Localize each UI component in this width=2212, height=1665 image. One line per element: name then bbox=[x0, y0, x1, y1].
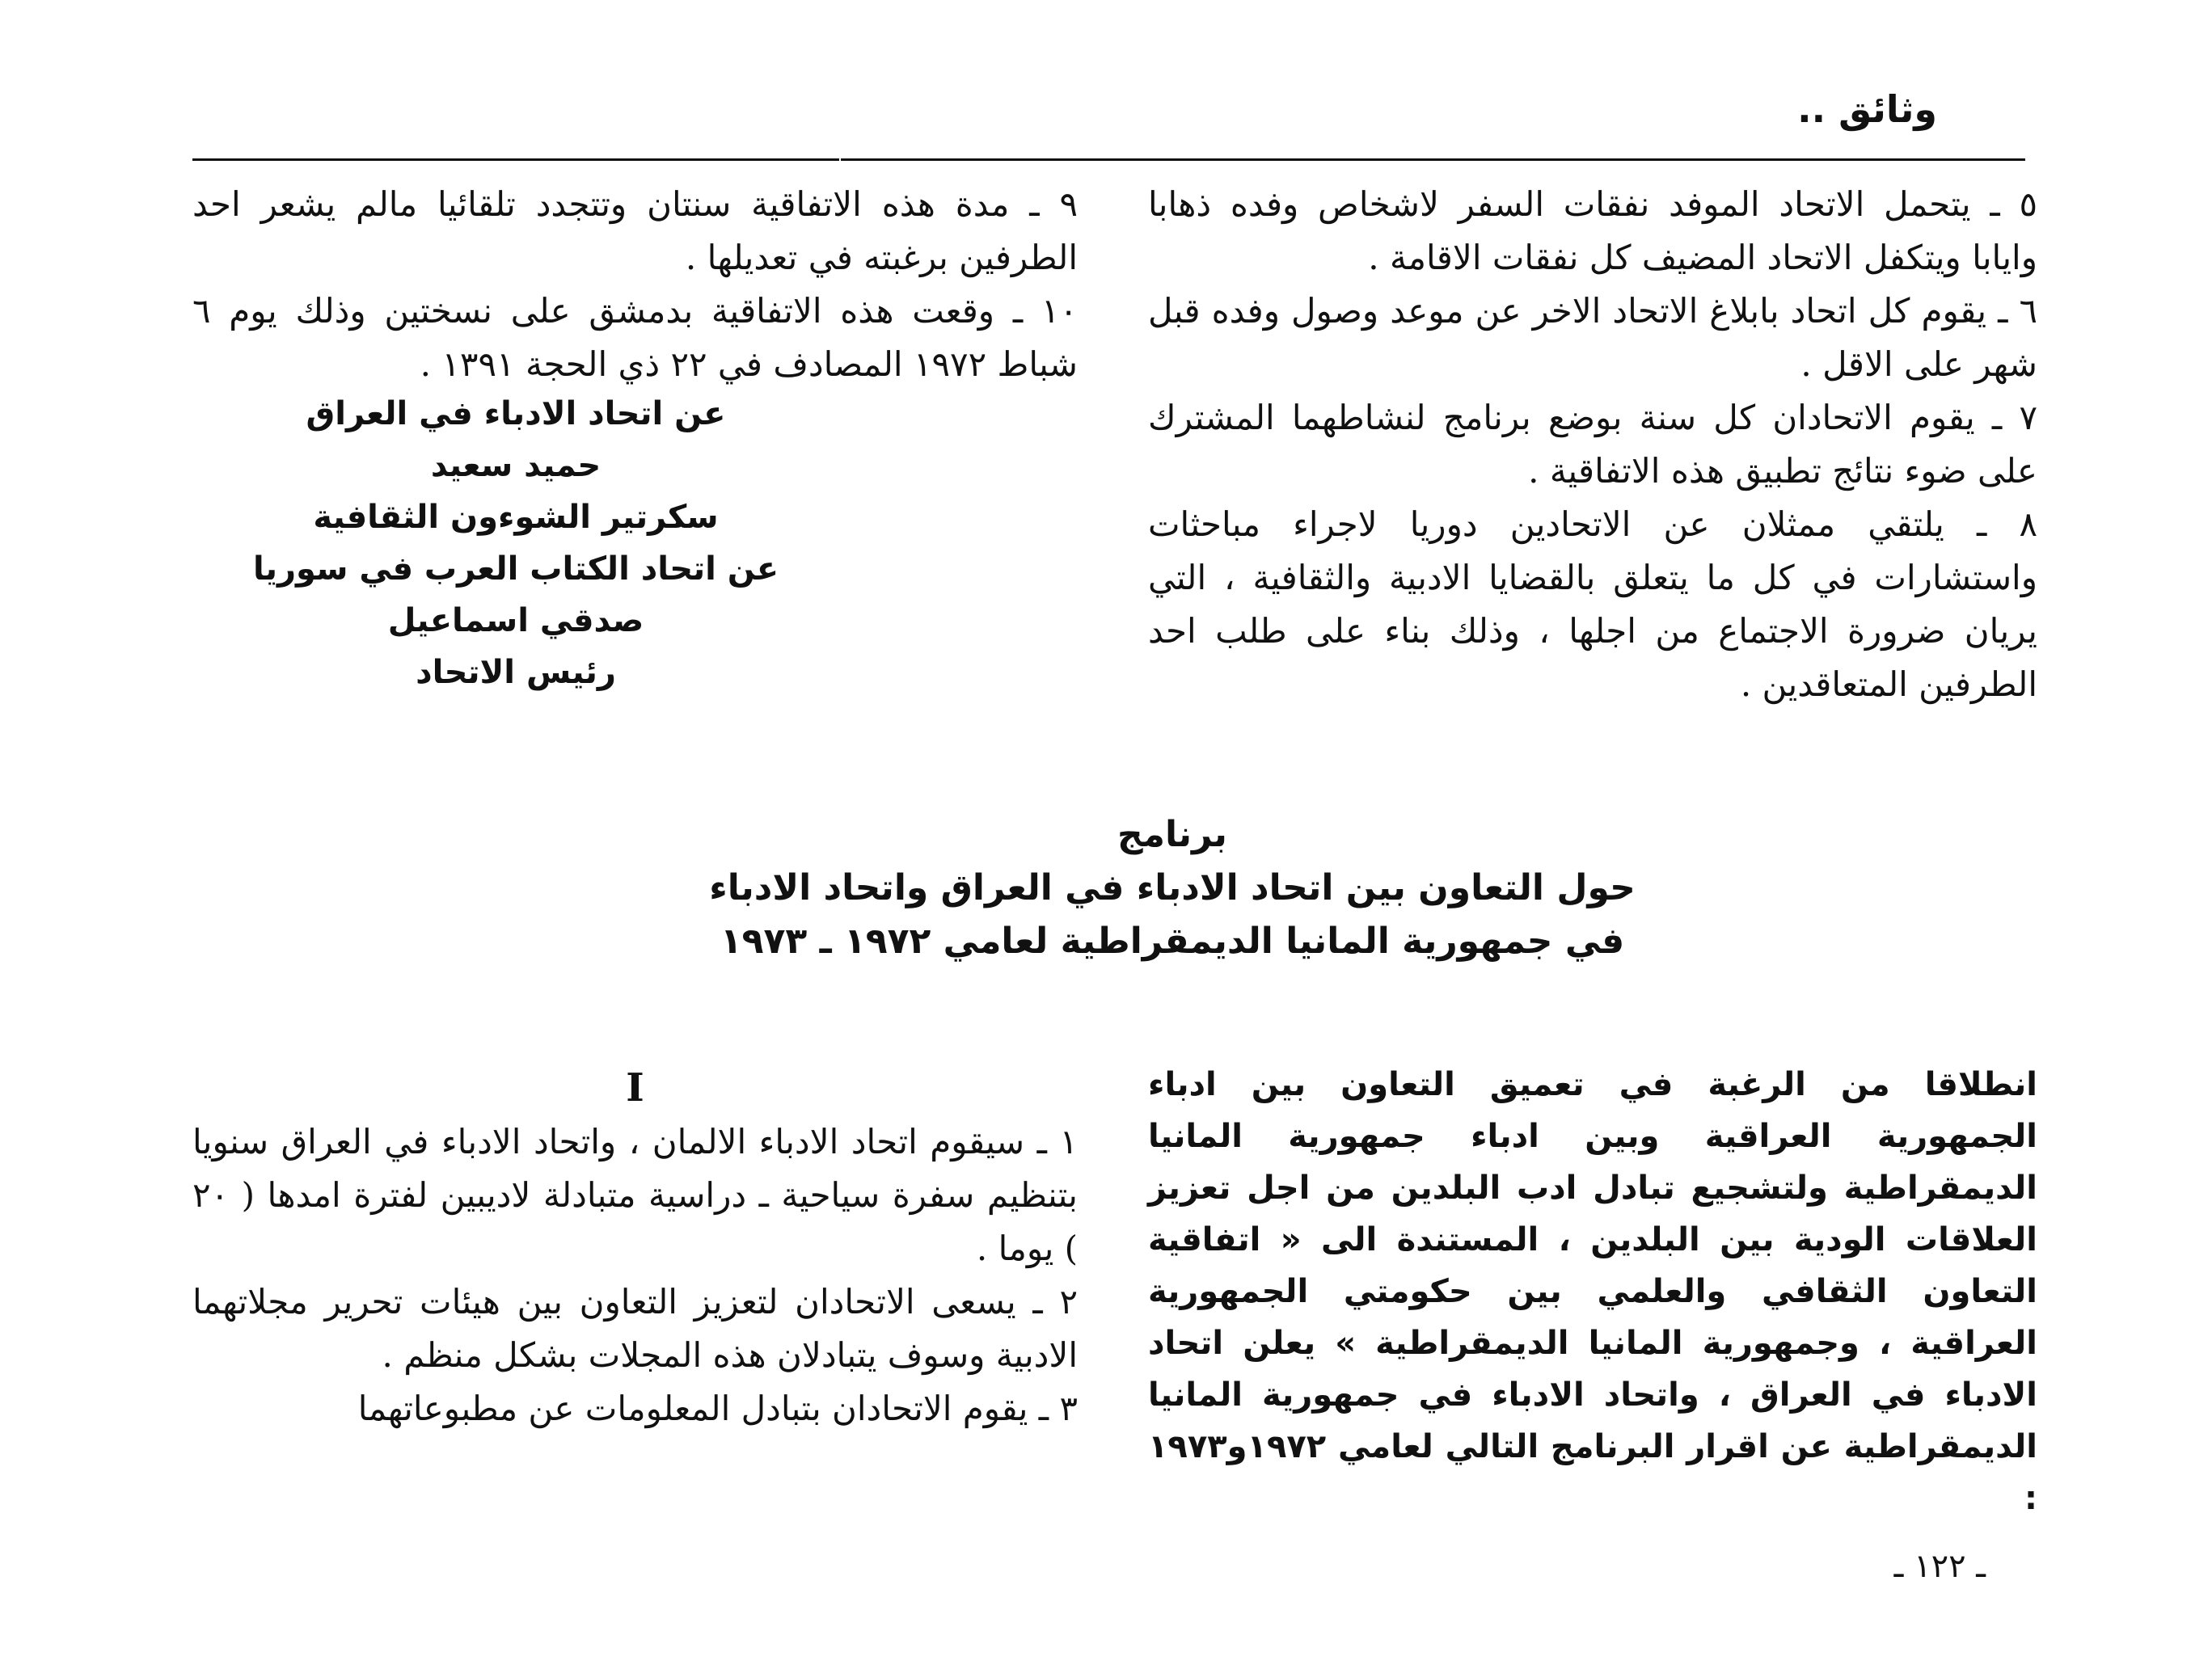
signatory-title-syria: رئيس الاتحاد bbox=[416, 654, 616, 691]
program-heading-line1: برنامج bbox=[1117, 814, 1227, 855]
top-right-column bbox=[1148, 178, 2037, 711]
program-heading-line3: في جمهورية المانيا الديمقراطية لعامي ١٩٧٢ ـ ١٩٧٣ bbox=[720, 921, 1625, 962]
program-heading bbox=[485, 808, 1860, 968]
top-left-column bbox=[192, 178, 1078, 391]
page-number: ـ ١٢٢ ـ bbox=[1893, 1548, 1986, 1585]
program-introduction: انطلاقا من الرغبة في تعميق التعاون بين ادباء الجمهورية العراقية وبين ادباء جمهورية المانيا الديمقراطية ولتشجيع تبادل ادب البلدين من اجل تعزيز العلاقات الودية بين البلدين ، المستندة الى « اتفاقية التعاون الثقافي والعلمي بين حكومتي الجمهورية العراقية ، وجمهورية المانيا الديمقراطية » يعلن اتحاد الادباء في العراق ، واتحاد الادباء في جمهورية المانيا الديمقراطية عن اقرار البرنامج التالي لعامي ١٩٧٢و١٩٧٣ : bbox=[1148, 1066, 2037, 1517]
signatory-org-syria: عن اتحاد الكتاب العرب في سوريا bbox=[252, 550, 779, 588]
header-rule-left bbox=[192, 158, 839, 161]
header-rule-right bbox=[841, 158, 2025, 161]
article-5: ٥ ـ يتحمل الاتحاد الموفد نفقات السفر لاشخاص وفده ذهابا وايابا ويتكفل الاتحاد المضيف كل نفقات الاقامة . bbox=[1148, 184, 2037, 277]
signatory-org-iraq: عن اتحاد الادباء في العراق bbox=[306, 395, 726, 432]
bottom-left-column bbox=[192, 1115, 1078, 1435]
article-7: ٧ ـ يقوم الاتحادان كل سنة بوضع برنامج لنشاطهما المشترك على ضوء نتائج تطبيق هذه الاتفاقية . bbox=[1148, 398, 2038, 491]
section-numeral: I bbox=[626, 1065, 644, 1111]
article-6: ٦ ـ يقوم كل اتحاد بابلاغ الاتحاد الاخر عن موعد وصول وفده قبل شهر على الاقل . bbox=[1148, 291, 2037, 384]
program-item-1: ١ ـ سيقوم اتحاد الادباء الالمان ، واتحاد الادباء في العراق سنويا بتنظيم سفرة سياحية ـ دراسية متبادلة لاديبين لفترة امدها ( ٢٠ ) يوما . bbox=[192, 1122, 1078, 1268]
signatory-title-iraq: سكرتير الشوءون الثقافية bbox=[313, 499, 719, 536]
article-10: ١٠ ـ وقعت هذه الاتفاقية بدمشق على نسختين وذلك يوم ٦ شباط ١٩٧٢ المصادف في ٢٢ ذي الحجة ١٣٩١ . bbox=[192, 291, 1078, 384]
article-8: ٨ ـ يلتقي ممثلان عن الاتحادين دوريا لاجراء مباحثات واستشارات في كل ما يتعلق بالقضايا الادبية والثقافية ، التي يريان ضرورة الاجتماع من اجلها ، وذلك بناء على طلب احد الطرفين المتعاقدين . bbox=[1148, 504, 2037, 704]
program-item-3: ٣ ـ يقوم الاتحادان بتبادل المعلومات عن مطبوعاتهما bbox=[357, 1389, 1078, 1428]
running-header: وثائق .. bbox=[1797, 87, 1937, 131]
program-item-2: ٢ ـ يسعى الاتحادان لتعزيز التعاون بين هيئات تحرير مجلاتهما الادبية وسوف يتبادلان هذه المجلات بشكل منظم . bbox=[192, 1282, 1078, 1375]
program-heading-line2: حول التعاون بين اتحاد الادباء في العراق واتحاد الادباء bbox=[709, 867, 1636, 908]
signatory-name-iraq: حميد سعيد bbox=[430, 447, 602, 484]
article-9: ٩ ـ مدة هذه الاتفاقية سنتان وتتجدد تلقائيا مالم يشعر احد الطرفين برغبته في تعديلها . bbox=[192, 184, 1078, 277]
signature-block bbox=[192, 388, 839, 698]
signatory-name-syria: صدقي اسماعيل bbox=[387, 602, 644, 639]
